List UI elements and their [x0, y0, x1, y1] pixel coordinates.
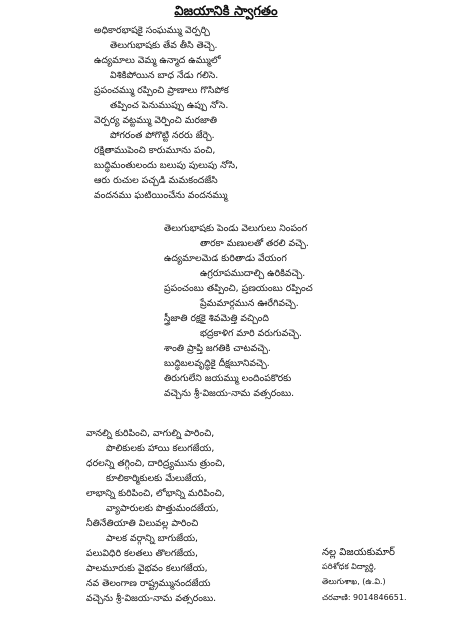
poem-line: వచ్చెను శ్రీ-విజయ-నామ వత్సరంబు. [164, 388, 295, 399]
poem-line: ప్రపంచమ్ము రప్పించి ప్రాణాలు గొసిపోక [94, 85, 229, 96]
poem-line: కూలికార్మికులకు మేలుజేయ, [106, 473, 207, 484]
poem-line: వెర్పర్య వట్టమ్ము వెర్పించి మరజాతి [94, 115, 218, 126]
poem-line: భద్రకాళిగ మారి వరుగువచ్చె. [200, 328, 302, 339]
poem-line: వచ్చెను శ్రీ-విజయ-నామ వత్సరంబు. [86, 593, 217, 604]
poem-line: ఉద్యమాలమెడ కురితాడు వేయంగ [164, 253, 287, 264]
poem-line: తెలుగుభాషకు తేవ తీసి తెచ్చె. [110, 40, 218, 51]
poem-line: అధికారభాషకై సంఘమ్ము వెర్పర్చి [94, 25, 210, 36]
poem-line: వ్యాపారులకు పొత్తుమందజేయ, [106, 503, 219, 514]
poem-line: పాలక వర్గాన్ని బాగుజేయ, [106, 533, 198, 544]
page-title: విజయానికి స్వాగతం [174, 4, 278, 19]
poem-line: వానల్ని కురిపించి, వాగుల్ని పారించి, [86, 428, 215, 439]
poem-line: వందనము ఘటియించేను వందనమ్ము [94, 190, 228, 201]
author-role: పరిశోధక విద్యార్థి, [322, 562, 377, 571]
poem-line: ఉగ్రరూపముదాల్చి ఉరికివచ్చె. [200, 268, 306, 279]
author-name: నల్ల విజయకుమార్ [322, 547, 395, 558]
poem-line: నవ తెలంగాణ రాష్ట్రమ్మునందజేయ [86, 578, 211, 589]
poem-line: స్త్రీజాతి రక్షకై శివమెత్తి వచ్చింది [164, 313, 269, 324]
poem-line: లాభాన్ని కురిపించి, లోభాన్ని మరిపించి, [86, 488, 225, 499]
poem-line: పొలికులకు హాయి కలుగజేయ, [106, 443, 215, 454]
poem-line: ప్రపంచంబు తప్పించి, ప్రణయంబు రప్పించ [164, 283, 313, 294]
poem-line: తిరుగులేని జయమ్ము లందింపకొరకు [164, 373, 292, 384]
poem-line: రక్షితాముపెంచి కారుమూను పంచి, [94, 145, 216, 156]
poem-line: శాంతి ప్రాప్తి జగతికి చాటవచ్చె. [164, 343, 271, 354]
poem-line: ధరలన్ని తగ్గించి, దారిద్ర్యమును త్రుంచి, [86, 458, 226, 469]
poem-line: పలువిధిరి కలతలు తొలగజేయ, [86, 548, 198, 559]
poem-line: బుద్ధిమంతులందు బలుపు పులుపు నోసి, [94, 160, 238, 171]
poem-line: తెలుగుభాషకు పెండు వెలుగులు నింపంగ [164, 223, 308, 234]
author-department: తెలుగుశాఖ, (ఉ.వి.) [322, 577, 386, 586]
poem-line: ఉద్యమాలు వెమ్మ ఉన్మాద ఉమ్ములో [94, 55, 221, 66]
poem-line: తారకా మణులతో తరలి వచ్చె. [200, 238, 309, 249]
author-phone: చరవాణి: 9014846651. [322, 593, 407, 602]
poem-line: బుద్ధిబలవృద్ధికై దీక్షబూనివచ్చె. [164, 358, 270, 369]
poem-line: నీతినేతియాతి విలువల్ల పారించి [86, 518, 199, 529]
poem-line: విశికిపోయిన బాధ నేడు గలిసె. [110, 70, 219, 81]
poem-line: పాలమూరుకు వైభవం కలుగజేయ, [86, 563, 208, 574]
poem-line: పోగరంత పోగొట్టి నరరు జేర్చె. [110, 130, 215, 141]
poem-line: తప్పించ పెనుముప్పు ఉప్పు నోసె. [110, 100, 229, 111]
poem-line: ప్రేమమార్గమున ఊరేగివచ్చె. [200, 298, 299, 309]
poem-line: ఆరు రుచుల పచ్చడి మమకందజేసి [94, 175, 218, 186]
